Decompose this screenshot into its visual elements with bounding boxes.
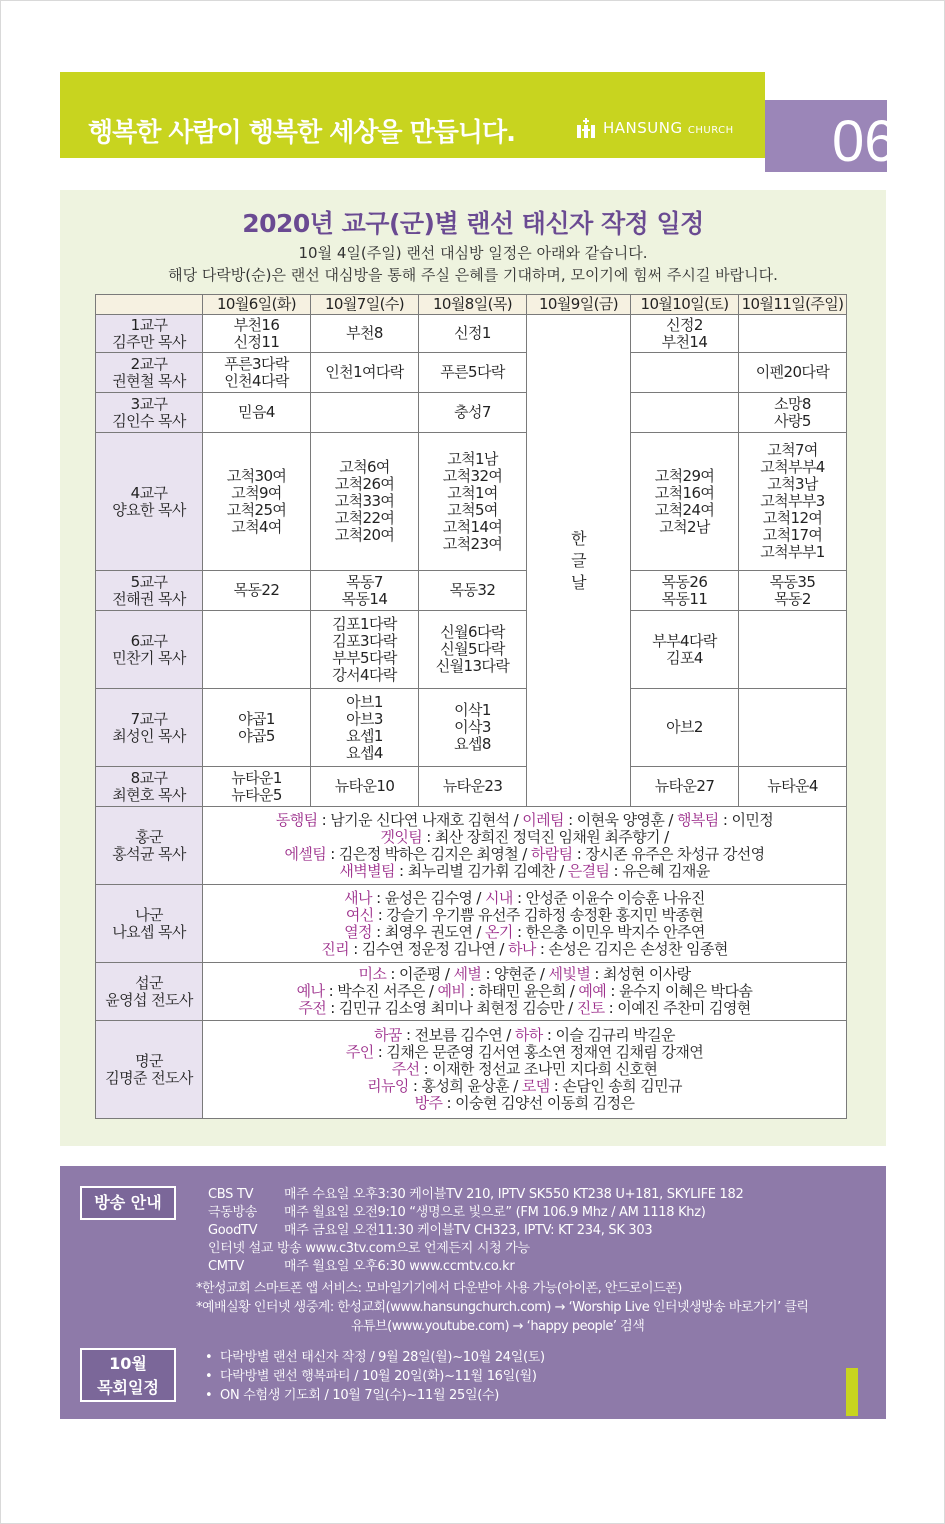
schedule-cell	[419, 767, 527, 807]
group-label	[96, 885, 203, 963]
team-members: : 김수연 정운정 김나연 /	[349, 939, 508, 958]
cell-line: 충성7	[454, 403, 491, 421]
cell-line: 뉴타운4	[767, 777, 818, 795]
team-name: 하꿈	[374, 1026, 402, 1044]
team-name: 동행팀	[275, 810, 318, 829]
live-note: *예배실황 인터넷 생중계: 한성교회(www.hansungchurch.com) → ‘Worship Live 인터넷생방송 바로가기’ 클릭	[196, 1300, 809, 1315]
cell-line: 요셉1	[346, 726, 383, 745]
team-members: : 남기운 신다연 나재호 김현석 /	[317, 810, 523, 829]
team-name: 세별	[453, 965, 482, 983]
district-label	[96, 571, 203, 611]
cell-line: 고척5여	[447, 500, 498, 519]
table-row	[96, 353, 847, 393]
team-name: 시내	[485, 888, 513, 907]
group-row	[96, 963, 847, 1021]
day-header: 10월8일(목)	[419, 295, 527, 315]
group-label	[96, 807, 203, 885]
holiday-cell	[527, 315, 631, 807]
schedule-cell	[311, 393, 419, 433]
group-label	[96, 963, 203, 1021]
cell-line: 고척1여	[447, 483, 498, 502]
district-label	[96, 611, 203, 689]
schedule-cell	[631, 353, 739, 393]
schedule-cell	[203, 315, 311, 353]
church-suffix: CHURCH	[687, 125, 734, 136]
schedule-cell	[739, 767, 847, 807]
cell-line: 권현철 목사	[112, 371, 186, 390]
cell-line: 이삭3	[454, 718, 491, 736]
cell-line: 믿음4	[238, 403, 275, 421]
cell-line: 고척29여	[654, 466, 715, 485]
cell-line: 아브3	[346, 709, 383, 728]
broadcast-row	[208, 1201, 706, 1220]
team-members: : 장시존 유주은 차성규 강선영	[572, 844, 765, 863]
page-number: 06	[832, 109, 897, 174]
schedule-table	[95, 294, 847, 1119]
team-name: 하나	[507, 939, 536, 958]
team-members: : 이예진 주찬미 김영현	[604, 999, 751, 1017]
table-row	[96, 689, 847, 767]
group-teams-cell	[203, 807, 847, 885]
cell-line: 고척17여	[762, 526, 823, 544]
broadcast-info: 매주 금요일 오전11:30 케이블TV CH323, IPTV: KT 234, SK 303	[284, 1223, 653, 1238]
team-members: : 이숭현 김양선 이동희 김정은	[442, 1094, 635, 1112]
table-row	[96, 611, 847, 689]
day-header: 10월7일(수)	[311, 295, 419, 315]
october-badge-line2: 목회일정	[97, 1378, 159, 1397]
cell-line: 고척부부4	[760, 458, 825, 476]
cell-line: 야곱5	[238, 726, 275, 745]
team-name: 온기	[485, 922, 513, 941]
schedule-cell	[419, 393, 527, 433]
accent-bar	[846, 1368, 858, 1416]
team-members: : 손성은 김지은 손성찬 임종현	[535, 939, 728, 958]
cell-line: 홍석균 목사	[112, 844, 186, 863]
cell-line: 목동32	[449, 581, 496, 599]
schedule-cell	[739, 393, 847, 433]
cell-line: 부부5다락	[332, 648, 397, 667]
cell-line: 고척26여	[334, 475, 395, 493]
cell-line: 고척16여	[654, 483, 715, 502]
team-members: : 안성준 이윤수 이승훈 나유진	[512, 888, 705, 907]
day-header: 10월11일(주일)	[739, 295, 847, 315]
cell-line: 푸른3다락	[224, 354, 289, 373]
team-members: : 양현준 /	[481, 965, 549, 983]
cell-line: 뉴타운5	[231, 785, 282, 804]
holiday-char: 글	[571, 550, 586, 570]
cell-line: 인천4다락	[224, 371, 289, 390]
cell-line: 7교구	[130, 709, 168, 728]
app-note: *한성교회 스마트폰 앱 서비스: 모바일기기에서 다운받아 사용 가능(아이폰, 안드로이드폰)	[196, 1281, 682, 1296]
youtube-note: 유튜브(www.youtube.com) → ‘happy people’ 검색	[351, 1319, 645, 1334]
team-name: 미소	[358, 965, 387, 983]
group-label	[96, 1021, 203, 1119]
cell-line: 홍군	[135, 827, 163, 846]
team-line	[204, 1095, 845, 1112]
team-members: : 최영우 권도연 /	[371, 922, 486, 941]
schedule-cell	[311, 315, 419, 353]
team-name: 진토	[576, 999, 605, 1017]
team-members: : 홍성희 윤상훈 /	[408, 1077, 522, 1095]
cell-line: 뉴타운27	[654, 777, 715, 795]
schedule-cell	[631, 689, 739, 767]
team-name: 행복팀	[677, 810, 719, 829]
cell-line: 요셉8	[454, 735, 491, 753]
team-line	[204, 1000, 845, 1017]
cell-line: 목동26	[661, 572, 708, 591]
team-line	[204, 1044, 845, 1061]
cell-line: 김포4	[666, 648, 703, 667]
cell-line: 김주만 목사	[112, 332, 186, 351]
schedule-cell	[739, 571, 847, 611]
cell-line: 신월13다락	[435, 657, 510, 675]
cell-line: 김인수 목사	[112, 411, 186, 430]
cell-line: 사랑5	[774, 411, 811, 430]
cell-line: 신월6다락	[440, 623, 505, 641]
team-members: : 최성현 이사랑	[590, 965, 691, 983]
table-row	[96, 767, 847, 807]
team-members: : 손담인 송희 김민규	[549, 1077, 682, 1095]
team-members: : 김채은 문준영 김서연 홍소연 정재연 김채림 강재연	[373, 1043, 704, 1061]
october-item-text: 다락방별 랜선 태신자 작정 / 9월 28일(월)~10월 24일(토)	[220, 1350, 545, 1365]
broadcast-channel: CMTV	[208, 1259, 244, 1274]
team-name: 주전	[298, 999, 327, 1017]
team-name: 예비	[437, 982, 466, 1000]
schedule-cell	[203, 393, 311, 433]
cell-line: 신정1	[454, 324, 491, 342]
table-row	[96, 393, 847, 433]
cell-line: 아브1	[346, 692, 383, 711]
cell-line: 전해권 목사	[112, 589, 186, 608]
team-line	[204, 907, 845, 924]
cell-line: 부천16	[233, 315, 280, 334]
team-members: : 하태민 윤은희 /	[465, 982, 579, 1000]
cell-line: 고척9여	[231, 483, 282, 502]
schedule-cell	[419, 433, 527, 571]
team-members: : 전보름 김수연 /	[401, 1026, 515, 1044]
cell-line: 신월5다락	[440, 640, 505, 658]
cell-line: 6교구	[130, 631, 168, 650]
team-name: 하하	[514, 1026, 543, 1044]
team-line	[204, 941, 845, 958]
schedule-cell	[311, 611, 419, 689]
cell-line: 요셉4	[346, 743, 383, 762]
cell-line: 고척33여	[334, 492, 395, 510]
holiday-char: 한	[571, 528, 586, 548]
team-name: 리뉴잉	[367, 1077, 409, 1095]
team-members: : 김민규 김소영 최미나 최현정 김승만 /	[326, 999, 577, 1017]
team-members: : 이슬 김규리 박길운	[542, 1026, 675, 1044]
cell-line: 고척25여	[226, 500, 287, 519]
cell-line: 고척7여	[767, 441, 818, 459]
team-members: : 박수진 서주은 /	[324, 982, 438, 1000]
holiday-char: 날	[571, 572, 586, 592]
broadcast-info: www.c3tv.com으로 언제든지 시청 가능	[305, 1241, 530, 1256]
group-row	[96, 807, 847, 885]
team-members: : 이재한 정선교 조나민 지다희 신호현	[419, 1060, 658, 1078]
team-name: 예예	[578, 982, 607, 1000]
cell-line: 인천1여다락	[325, 363, 404, 381]
schedule-panel	[60, 190, 886, 1146]
cell-line: 나군	[135, 905, 163, 924]
cell-line: 고척4여	[231, 517, 282, 536]
broadcast-info: 매주 월요일 오후6:30 www.ccmtv.co.kr	[284, 1259, 515, 1274]
cell-line: 민찬기 목사	[112, 648, 186, 667]
october-badge	[80, 1348, 176, 1402]
schedule-cell	[419, 611, 527, 689]
cell-line: 김포3다락	[332, 631, 397, 650]
schedule-cell	[311, 571, 419, 611]
cell-line: 김명준 전도사	[105, 1068, 193, 1087]
cell-line: 뉴타운10	[334, 777, 395, 795]
cell-line: 부천14	[661, 332, 708, 351]
broadcast-channel: CBS TV	[208, 1187, 254, 1202]
cell-line: 강서4다락	[332, 665, 397, 684]
team-name: 주인	[345, 1043, 374, 1061]
cell-line: 명군	[135, 1051, 163, 1070]
team-name: 로뎀	[521, 1077, 550, 1095]
schedule-cell	[203, 767, 311, 807]
schedule-cell	[203, 689, 311, 767]
church-logo-icon	[577, 118, 597, 138]
team-name: 하람팀	[530, 844, 573, 863]
group-teams-cell	[203, 885, 847, 963]
team-name: 주선	[391, 1060, 420, 1078]
cell-line: 신정11	[233, 332, 280, 351]
cell-line: 이펜20다락	[755, 363, 830, 381]
broadcast-panel	[60, 1166, 886, 1419]
broadcast-channel: GoodTV	[208, 1223, 258, 1238]
doc-subtitle-1: 10월 4일(주일) 랜선 대심방 일정은 아래와 같습니다.	[298, 244, 648, 262]
october-item-text: 다락방별 랜선 행복파티 / 10월 20일(화)~11월 16일(월)	[220, 1369, 537, 1384]
broadcast-channel: 극동방송	[208, 1205, 258, 1220]
cell-line: 신정2	[666, 315, 703, 334]
cell-line: 목동7	[346, 572, 383, 591]
team-name: 겟잇팀	[380, 827, 423, 846]
team-members: : 최누리별 김가휘 김예찬 /	[394, 861, 568, 880]
team-line	[204, 1078, 845, 1095]
district-label	[96, 315, 203, 353]
schedule-cell	[203, 611, 311, 689]
broadcast-row	[208, 1237, 530, 1256]
doc-subtitle-2: 해당 다락방(순)은 랜선 대심방을 통해 주실 은혜를 기대하며, 모이기에 힘써 주시길 바랍니다.	[168, 266, 778, 284]
group-teams-cell	[203, 1021, 847, 1119]
schedule-cell	[631, 433, 739, 571]
cell-line: 8교구	[130, 768, 168, 787]
team-line	[204, 863, 845, 880]
cell-line: 5교구	[130, 572, 168, 591]
cell-line: 양요한 목사	[112, 500, 186, 519]
cell-line: 푸른5다락	[440, 363, 505, 381]
team-name: 여신	[345, 905, 374, 924]
team-line	[204, 966, 845, 983]
schedule-cell	[739, 315, 847, 353]
team-name: 세빛별	[548, 965, 591, 983]
team-members: : 최산 장희진 정덕진 임채원 최주향기 /	[422, 827, 669, 846]
cell-line: 나요셉 목사	[112, 922, 186, 941]
table-header-row	[96, 295, 847, 315]
schedule-cell	[739, 353, 847, 393]
cell-line: 윤영섭 전도사	[105, 990, 193, 1009]
schedule-cell	[419, 689, 527, 767]
team-line	[204, 812, 845, 829]
cell-line: 고척20여	[334, 526, 395, 544]
schedule-cell	[419, 353, 527, 393]
schedule-cell	[631, 571, 739, 611]
cell-line: 고척3남	[767, 475, 818, 493]
schedule-cell	[311, 353, 419, 393]
cell-line: 소망8	[774, 394, 811, 413]
broadcast-row	[208, 1183, 743, 1202]
schedule-cell	[739, 433, 847, 571]
cell-line: 목동22	[233, 581, 280, 599]
cell-line: 최현호 목사	[112, 785, 186, 804]
district-label	[96, 689, 203, 767]
district-label	[96, 767, 203, 807]
october-item: • 다락방별 랜선 행복파티 / 10월 20일(화)~11월 16일(월)	[205, 1369, 537, 1384]
schedule-cell	[311, 433, 419, 571]
october-badge-line1: 10월	[109, 1354, 147, 1373]
team-line	[204, 983, 845, 1000]
district-label	[96, 433, 203, 571]
schedule-cell	[739, 689, 847, 767]
team-line	[204, 1061, 845, 1078]
team-name: 예나	[296, 982, 325, 1000]
october-item: • ON 수험생 기도회 / 10월 7일(수)~11월 25일(수)	[205, 1388, 500, 1403]
cell-line: 뉴타운1	[231, 768, 282, 787]
team-name: 에셀팀	[284, 844, 327, 863]
team-members: : 김은정 박하은 김지은 최영철 /	[326, 844, 531, 863]
schedule-cell	[739, 611, 847, 689]
team-name: 새나	[344, 888, 372, 907]
team-members: : 윤성은 김수영 /	[371, 888, 486, 907]
schedule-cell	[631, 315, 739, 353]
cell-line: 고척30여	[226, 466, 287, 485]
cell-line: 김포1다락	[332, 614, 397, 633]
schedule-cell	[419, 315, 527, 353]
broadcast-info: 매주 수요일 오후3:30 케이블TV 210, IPTV SK550 KT238 U+181, SKYLIFE 182	[284, 1187, 744, 1202]
table-row	[96, 571, 847, 611]
broadcast-row	[208, 1255, 514, 1274]
schedule-cell	[419, 571, 527, 611]
group-row	[96, 1021, 847, 1119]
schedule-cell	[203, 433, 311, 571]
broadcast-info: 매주 월요일 오전9:10 “생명으로 빛으로” (FM 106.9 Mhz / AM 1118 Khz)	[284, 1205, 706, 1220]
team-name: 진리	[321, 939, 350, 958]
team-members: : 한은총 이민우 박지수 안주연	[512, 922, 705, 941]
team-line	[204, 924, 845, 941]
group-teams-cell	[203, 963, 847, 1021]
cell-line: 섭군	[135, 973, 163, 992]
broadcast-channel: 인터넷 설교 방송	[208, 1241, 302, 1256]
cell-line: 고척23여	[442, 534, 503, 553]
cell-line: 야곱1	[238, 709, 275, 728]
schedule-cell	[203, 353, 311, 393]
cell-line: 이삭1	[454, 701, 491, 719]
table-row	[96, 433, 847, 571]
cell-line: 고척2남	[659, 517, 710, 536]
cell-line: 2교구	[130, 354, 168, 373]
cell-line: 아브2	[666, 718, 703, 736]
team-line	[204, 829, 845, 846]
cell-line: 목동2	[774, 589, 811, 608]
cell-line: 고척14여	[442, 517, 503, 536]
schedule-cell	[311, 689, 419, 767]
district-label	[96, 353, 203, 393]
team-members: : 이민정	[718, 810, 774, 829]
cell-line: 고척24여	[654, 500, 715, 519]
team-members: : 유은혜 김재윤	[609, 861, 710, 880]
cell-line: 부천8	[346, 324, 383, 342]
church-name: HANSUNG	[603, 119, 683, 137]
table-corner	[96, 295, 203, 315]
team-name: 이레팀	[522, 810, 564, 829]
slogan: 행복한 사람이 행복한 세상을 만듭니다.	[88, 118, 515, 148]
cell-line: 목동14	[341, 589, 388, 608]
october-item: • 다락방별 랜선 태신자 작정 / 9월 28일(월)~10월 24일(토)	[205, 1350, 545, 1365]
cell-line: 부부4다락	[652, 631, 717, 650]
cell-line: 목동35	[769, 572, 816, 591]
october-item-text: ON 수험생 기도회 / 10월 7일(수)~11월 25일(수)	[220, 1388, 500, 1403]
schedule-cell	[631, 611, 739, 689]
broadcast-badge: 방송 안내	[80, 1186, 176, 1220]
cell-line: 최성인 목사	[112, 726, 186, 745]
church-logo	[577, 118, 734, 138]
schedule-cell	[631, 767, 739, 807]
day-header: 10월10일(토)	[631, 295, 739, 315]
cell-line: 목동11	[661, 589, 708, 608]
day-header: 10월6일(화)	[203, 295, 311, 315]
team-members: : 이준평 /	[386, 965, 454, 983]
table-row	[96, 315, 847, 353]
day-header: 10월9일(금)	[527, 295, 631, 315]
team-members: : 강슬기 우기쁨 유선주 김하정 송정환 홍지민 박종현	[373, 905, 704, 924]
cell-line: 고척22여	[334, 509, 395, 527]
schedule-cell	[203, 571, 311, 611]
cell-line: 고척부부1	[760, 543, 825, 561]
team-name: 방주	[414, 1094, 443, 1112]
cell-line: 뉴타운23	[442, 777, 503, 795]
team-members: : 이현욱 양영훈 /	[563, 810, 678, 829]
team-line	[204, 846, 845, 863]
schedule-cell	[311, 767, 419, 807]
broadcast-row	[208, 1219, 652, 1238]
cell-line: 고척부부3	[760, 492, 825, 510]
team-name: 은결팀	[567, 861, 610, 880]
cell-line: 3교구	[130, 394, 168, 413]
team-name: 열정	[344, 922, 372, 941]
cell-line: 고척32여	[442, 466, 503, 485]
cell-line: 4교구	[130, 483, 168, 502]
cell-line: 1교구	[130, 315, 168, 334]
team-line	[204, 890, 845, 907]
cell-line: 고척6여	[339, 458, 390, 476]
team-members: : 윤수지 이혜은 박다솜	[606, 982, 753, 1000]
district-label	[96, 393, 203, 433]
team-line	[204, 1027, 845, 1044]
team-name: 새벽별팀	[339, 861, 395, 880]
group-row	[96, 885, 847, 963]
cell-line: 고척12여	[762, 509, 823, 527]
schedule-cell	[631, 393, 739, 433]
doc-title: 2020년 교구(군)별 랜선 태신자 작정 일정	[242, 209, 704, 238]
cell-line: 고척1남	[447, 449, 498, 468]
